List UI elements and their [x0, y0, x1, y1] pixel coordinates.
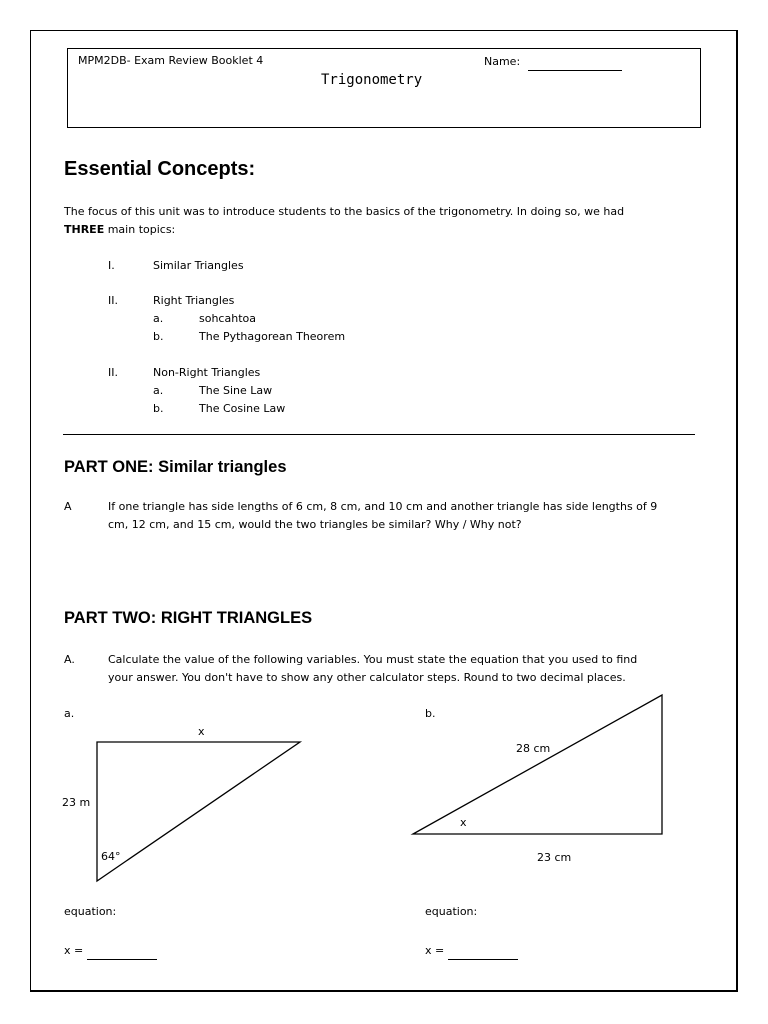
topic-num: I.: [108, 259, 115, 272]
subtopic-num: a.: [153, 312, 164, 325]
part-one-question: If one triangle has side lengths of 6 cm, 8 cm, and 10 cm and another triangle has side lengths of 9 cm, 12 cm, and 15 cm, would the two triangles be similar? Why / Why not?: [108, 500, 658, 531]
essential-intro: The focus of this unit was to introduce students to the basics of the trigonometry. In doing so, we had THREE main topics:: [64, 205, 625, 236]
part-two-heading: PART TWO: RIGHT TRIANGLES: [64, 609, 313, 627]
answer-line: x =: [64, 941, 157, 960]
triangle-b-base-label: 23 cm: [537, 851, 572, 864]
topic-num: II.: [108, 294, 118, 307]
topic-label: Non-Right Triangles: [153, 366, 261, 379]
triangle-a-shape: [97, 742, 300, 881]
triangle-a-angle-label: 64°: [101, 850, 121, 863]
intro-bold: THREE: [64, 223, 105, 236]
answer-line: x =: [425, 941, 518, 960]
name-label: Name:: [484, 52, 622, 71]
triangle-b: [413, 695, 662, 864]
triangle-b-hyp-label: 28 cm: [516, 742, 551, 755]
topic-label: Similar Triangles: [153, 259, 244, 272]
triangle-b-shape: [413, 695, 662, 834]
triangle-a-side-label: 23 m: [62, 796, 91, 809]
answer-field[interactable]: [87, 941, 157, 960]
unit-title: Trigonometry: [321, 72, 423, 88]
question-letter: A.: [64, 653, 75, 666]
essential-heading: Essential Concepts:: [64, 158, 256, 180]
part-two-question: Calculate the value of the following variables. You must state the equation that you used to find your answer. You don't have to show any other calculator steps. Round to two decimal places.: [108, 653, 638, 684]
course-code: MPM2DB- Exam Review Booklet 4: [78, 54, 264, 67]
subtopic-label: The Cosine Law: [199, 402, 286, 415]
subtopic-label: The Pythagorean Theorem: [199, 330, 346, 343]
triangle-a: [62, 725, 300, 881]
topic-label: Right Triangles: [153, 294, 235, 307]
triangle-a-top-label: x: [198, 725, 205, 738]
subtopic-num: a.: [153, 384, 164, 397]
answer-field[interactable]: [448, 941, 518, 960]
equation-label: equation:: [64, 905, 117, 918]
subtopic-num: b.: [153, 402, 164, 415]
problem-letter: a.: [64, 707, 75, 720]
subtopic-num: b.: [153, 330, 164, 343]
triangle-b-angle-label: x: [460, 816, 467, 829]
problem-letter: b.: [425, 707, 436, 720]
topic-num: II.: [108, 366, 118, 379]
subtopic-label: The Sine Law: [199, 384, 273, 397]
part-one-heading: PART ONE: Similar triangles: [64, 458, 287, 476]
subtopic-label: sohcahtoa: [199, 312, 256, 325]
equation-label: equation:: [425, 905, 478, 918]
question-letter: A: [64, 500, 72, 513]
